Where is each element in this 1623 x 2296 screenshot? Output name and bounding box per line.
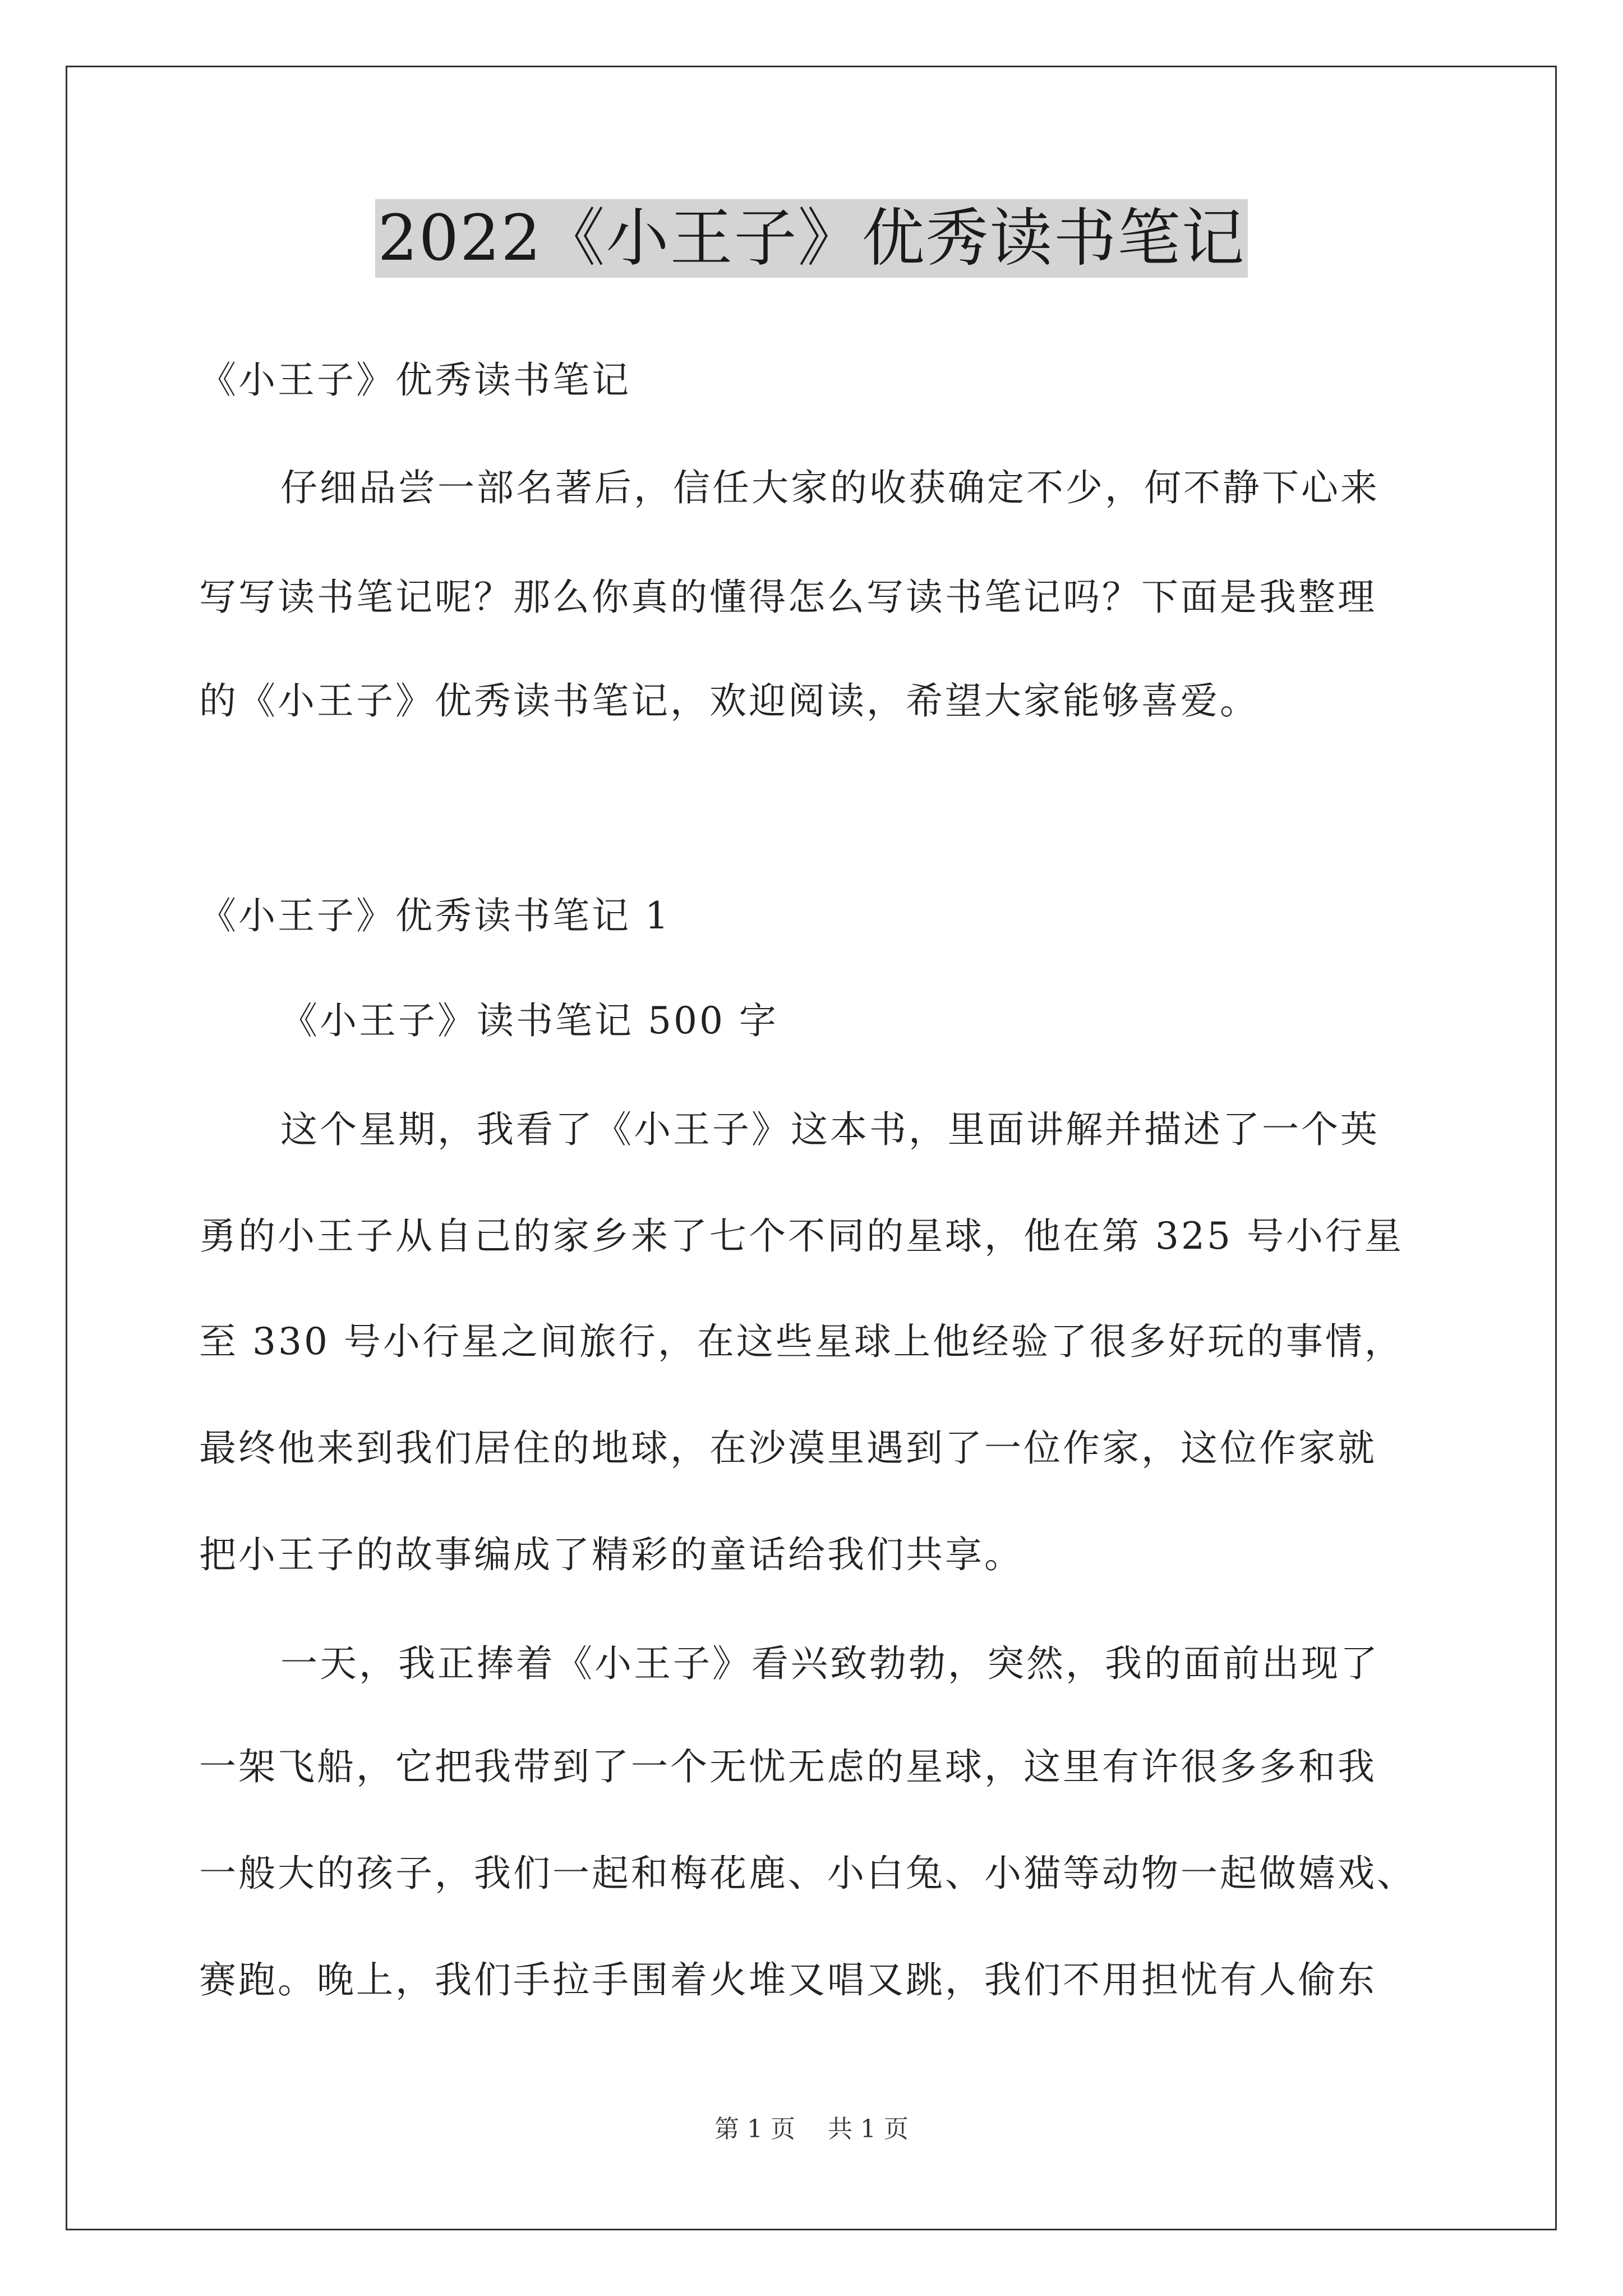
page-footer [0,2114,1623,2145]
page-total: 共 1 页 [828,2115,909,2143]
paragraph-line: 的《小王子》优秀读书笔记，欢迎阅读，希望大家能够喜爱。 [199,679,1259,723]
page-number: 第 1 页 [714,2115,795,2143]
paragraph-line: 把小王子的故事编成了精彩的童话给我们共享。 [199,1533,1023,1576]
paragraph-line: 最终他来到我们居住的地球，在沙漠里遇到了一位作家，这位作家就 [199,1427,1377,1470]
subheading: 《小王子》读书笔记 500 字 [280,999,778,1042]
section-heading: 《小王子》优秀读书笔记 1 [199,894,671,937]
paragraph-line: 一天，我正捧着《小王子》看兴致勃勃，突然，我的面前出现了 [280,1642,1380,1685]
paragraph-line: 至 330 号小行星之间旅行，在这些星球上他经验了很多好玩的事情， [199,1320,1404,1363]
title-block [0,199,1623,278]
paragraph-line: 勇的小王子从自己的家乡来了七个不同的星球，他在第 325 号小行星 [199,1214,1404,1258]
paragraph-line: 仔细品尝一部名著后，信任大家的收获确定不少，何不静下心来 [280,466,1380,509]
paragraph-line: 这个星期，我看了《小王子》这本书，里面讲解并描述了一个英 [280,1108,1380,1151]
section-heading: 《小王子》优秀读书笔记 [199,358,631,402]
paragraph-line: 写写读书笔记呢？那么你真的懂得怎么写读书笔记吗？下面是我整理 [199,576,1377,619]
document-title: 2022《小王子》优秀读书笔记 [375,199,1247,278]
paragraph-line: 一般大的孩子，我们一起和梅花鹿、小白兔、小猫等动物一起做嬉戏、 [199,1852,1416,1895]
paragraph-line: 赛跑。晚上，我们手拉手围着火堆又唱又跳，我们不用担忧有人偷东 [199,1958,1377,2001]
paragraph-line: 一架飞船，它把我带到了一个无忧无虑的星球，这里有许很多多和我 [199,1745,1377,1788]
